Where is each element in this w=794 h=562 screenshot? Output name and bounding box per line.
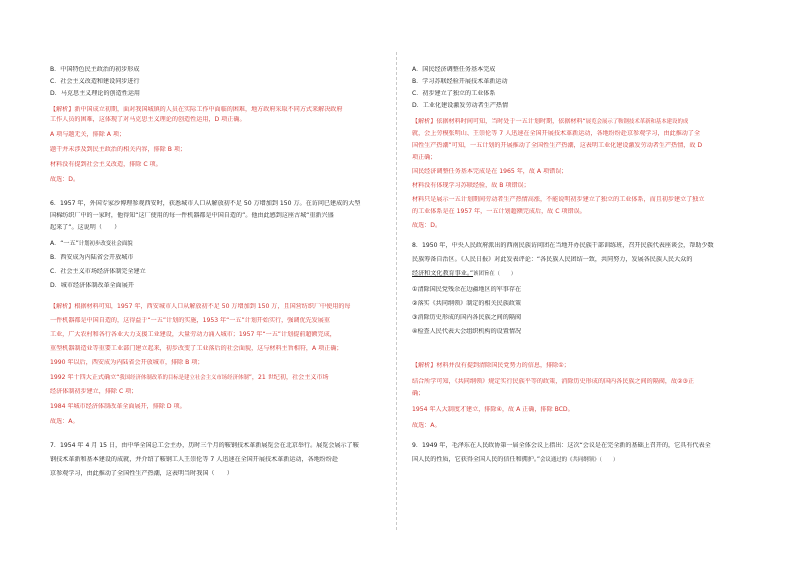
q5-option-c: C．社会主义改造和建设同步进行 [50, 78, 140, 85]
column-divider [396, 52, 397, 530]
q6-option-d: D．城市经济体制改革全面展开 [50, 282, 134, 289]
q8-statement: ④检查人民代表大会组织机构的设置情况 [412, 328, 522, 335]
q7-explain-quote: 展览会展示了鞍钢技术革新和基本建设的成 [585, 119, 689, 125]
q5-answer: 故选：D。 [50, 176, 80, 183]
q6-option-a-suffix: 计划初步改变社会面貌 [78, 241, 133, 247]
left-column [50, 0, 400, 562]
q9-stem-line [412, 456, 762, 464]
q5-explain-line: 题干并未涉及到民主政治的相关内容，排除 B 项； [50, 146, 187, 153]
q6-answer: 故选：A。 [50, 418, 79, 425]
q9-stem-tail: 会议通过的《共同纲领》（ ） [540, 457, 619, 463]
q8-stem-line: 民族筹备自治区。《人民日报》对此发表评论：“各民族人民团结一致，共同努力，发展各民族人民大众的 [412, 256, 693, 263]
q7-stem-line: 京参观学习，由此推动了全国性生产热潮，这表明当时我国（ ） [50, 470, 233, 477]
q8-answer: 故选：A。 [412, 422, 441, 429]
q5-explain-line: A 项与题无关，排除 A 项； [50, 131, 126, 138]
q5-explain-line: 材料没有提到社会主义改造，排除 C 项。 [50, 161, 162, 168]
q6-explain-line [50, 374, 400, 382]
q7-option-a: A．国民经济调整任务基本完成 [412, 66, 496, 73]
q6-explain-part: ”，21 世纪初，社会主义市场 [248, 374, 329, 381]
q7-explain-line: 材料没有体现学习苏联经验，故 B 项错误； [412, 182, 530, 189]
q7-option-b: B．学习苏联经验开展技术革新运动 [412, 78, 508, 85]
q7-explain-line: 项正确； [412, 154, 437, 161]
q5-explain-line: 【解析】新中国成立初期，面对我国城镇的人员在实际工作中面临的困难，地方政府采取不同方式来解决政府 [50, 106, 343, 113]
q6-explain-line: 1990 年以后，西安成为内陆省会开放城市，排除 B 项； [50, 359, 204, 366]
q7-explain-line: 国性生产热潮”可知，一五计划的开展推动了全国性生产热潮，这表明工业化建设激发劳动者生产热情，故 D [412, 142, 703, 149]
q8-explain-line: 1954 年人大制度才建立，排除④，故 A 正确，排除 BCD。 [412, 406, 574, 413]
q7-explain-line: 就，会上劳模张明山、王崇伦等 7 人迅速在全国开展技术革新运动，各地纷纷赴京参观学习，由此推动了全 [412, 130, 701, 137]
q6-stem-line: 国棉纺织厂中的一家时，他得知“这厂使用的每一件机器都是中国自造的”。他由此感到这座古城“重新兴盛 [50, 212, 334, 219]
q6-option-b: B．西安成为内陆省会开放城市 [50, 254, 134, 261]
q6-option-a [50, 240, 400, 248]
q6-stem-line: 6．1957 年，外国专家沙博理参观西安时，获悉城市人口从解放初不足 50 万增加到 150 万。在访问已建成的大型 [50, 200, 361, 207]
q8-explain-line: 确； [412, 390, 425, 397]
q6-explain-line: 【解析】根据材料可知，1957 年，西安城市人口从解放初不足 50 万增加到 150 万，且国营纺织厂中使用的每 [50, 303, 351, 310]
q6-explain-line: 工业，广大农村和各行各业大力支援工业建设，大量劳动力涌入城市；1957 年“一五”计划提前超额完成， [50, 331, 336, 338]
q7-explain-line: 国民经济调整任务基本完成是在 1965 年，故 A 项错误； [412, 168, 568, 175]
q8-statement: ③消除历史形成的国内各民族之间的隔阂 [412, 314, 522, 321]
q5-option-b: B．中国特色民主政治的初步形成 [50, 66, 140, 73]
q7-stem-line: 7．1954 年 4 月 15 日，由中华全国总工会主办，历时三个月的鞍钢技术革新展览会在北京举行。展览会展示了鞍 [50, 442, 359, 449]
q7-explain-line: 材料只是展示一五计划期间劳动者生产热情高涨，不能说明初步建立了独立的工业体系，而且初步建立了独立 [412, 196, 705, 203]
right-column [412, 0, 762, 562]
q6-explain-line: 1984 年城市经济体制改革全面展开，排除 D 项。 [50, 403, 186, 410]
q7-option-d: D．工业化建设激发劳动者生产热情 [412, 102, 509, 109]
q8-stem-tail: 该团旨在（ ） [473, 271, 517, 277]
q7-stem-line: 钢技术革新和基本建设的成就，并介绍了鞍钢工人王崇伦等 7 人迅速在全国开展技术革新运动，各地纷纷赴 [50, 456, 339, 463]
q6-explain-line: 经济体制初步建立，排除 C 项； [50, 388, 138, 395]
q6-stem-line: 起来了”。这说明（ ） [50, 224, 121, 231]
q8-statement: ②落实《共同纲领》制定的相关民族政策 [412, 300, 522, 307]
q7-option-c: C．初步建立了独立的工业体系 [412, 90, 496, 97]
q8-stem-line [412, 270, 762, 278]
q7-explain-part: 【解析】依据材料时间可知，当时处于一五计划时期，依据材料“ [412, 118, 586, 125]
q6-option-a-prefix: A．“一五” [50, 240, 79, 247]
q6-explain-quote: 我国经济体制改革的目标是建立社会主义市场经济体制 [119, 375, 249, 381]
q8-explain-line: 结合所学可知，《共同纲领》规定实行民族平等的政策，消除历史形成的国内各民族之间的隔阂，故②③正 [412, 378, 695, 385]
q8-stem-line: 8．1950 年，中央人民政府派出的西南民族访问团在当地开办民族干部训练班，召开民族代表座谈会，帮助少数 [412, 242, 714, 249]
q7-explain-line: 的工业体系是在 1957 年，一五计划超额完成后，故 C 项错误。 [412, 208, 586, 215]
q6-explain-line: 重型机器制造业等重要工业部门建立起来，初步改变了工业落后的社会面貌，这与材料主旨相符，A 项正确； [50, 345, 343, 352]
q8-explain-line: 【解析】材料并没有提到清除国民党势力的信息，排除①； [412, 362, 570, 369]
q9-stem-part: 国人民的性质，它获得全国人民的信任和拥护。” [412, 456, 541, 463]
q9-stem-line: 9．1949 年，毛泽东在人民政协第一届全体会议上指出：这次“会议是在完全新的基础上召开的，它具有代表全 [412, 442, 711, 449]
q5-option-d: D．马克思主义理论的创造性运用 [50, 90, 141, 97]
q8-statement: ①清除国民党残余在边疆地区的军事存在 [412, 286, 522, 293]
q5-explain-line: 工作人员的困难，这体现了对马克思主义理论的创造性运用，D 项正确。 [50, 116, 246, 123]
q7-explain-line [412, 118, 762, 126]
q7-answer: 故选：D。 [412, 222, 442, 229]
q6-explain-part: 1992 年十四大正式确立“ [50, 374, 120, 381]
q6-explain-line: 一件机器都是中国自造的，这得益于“一五”计划的实施，1953 年“一五”计划开始实行，强调优先发展重 [50, 317, 330, 324]
q8-stem-part: 经济和文化教育事业。” [412, 270, 474, 277]
q6-option-c: C．社会主义市场经济体制完全建立 [50, 268, 146, 275]
